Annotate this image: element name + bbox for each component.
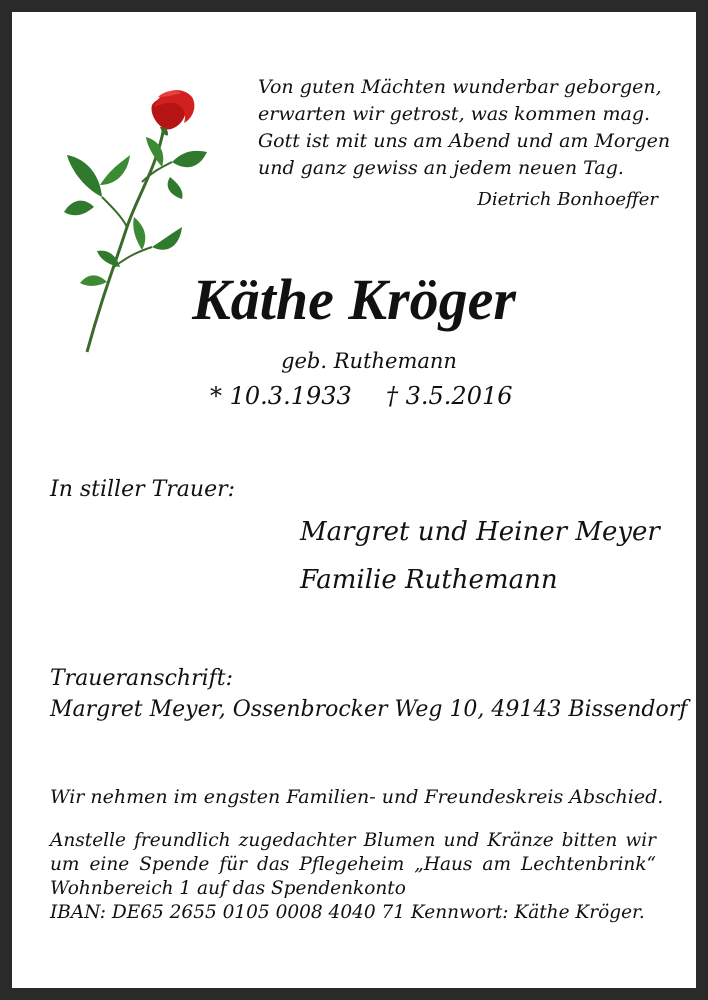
obituary-sheet [12, 12, 696, 988]
death-date: † 3.5.2016 [386, 382, 513, 410]
farewell-notice: Wir nehmen im engsten Familien- und Freundeskreis Abschied. [50, 786, 664, 808]
maiden-name: geb. Ruthemann [281, 349, 457, 373]
birth-date: * 10.3.1933 [210, 382, 352, 410]
address-value: Margret Meyer, Ossenbrocker Weg 10, 49143 Bissendorf [50, 697, 688, 722]
poem-line: Gott ist mit uns am Abend und am Morgen [258, 130, 671, 152]
deceased-name: Käthe Kröger [192, 267, 516, 332]
poem-line: und ganz gewiss an jedem neuen Tag. [258, 157, 624, 179]
poem [258, 74, 670, 182]
mourning-label: In stiller Trauer: [50, 477, 236, 502]
mourner: Margret und Heiner Meyer [300, 517, 660, 547]
donation-line: Anstelle freundlich zugedachter Blumen und Kränze bitten wir [50, 830, 656, 851]
donation-line: IBAN: DE65 2655 0105 0008 4040 71 Kennwort: Käthe Kröger. [50, 902, 645, 923]
donation-line: um eine Spende für das Pflegeheim „Haus am Lechtenbrink“ [50, 854, 656, 875]
donation-line: Wohnbereich 1 auf das Spendenkonto [50, 878, 406, 899]
poem-author: Dietrich Bonhoeffer [477, 189, 658, 210]
poem-line: erwarten wir getrost, was kommen mag. [258, 103, 651, 125]
donation-notice [50, 829, 656, 925]
poem-line: Von guten Mächten wunderbar geborgen, [258, 76, 662, 98]
mourner: Familie Ruthemann [300, 565, 558, 595]
address-label: Traueranschrift: [50, 666, 234, 691]
